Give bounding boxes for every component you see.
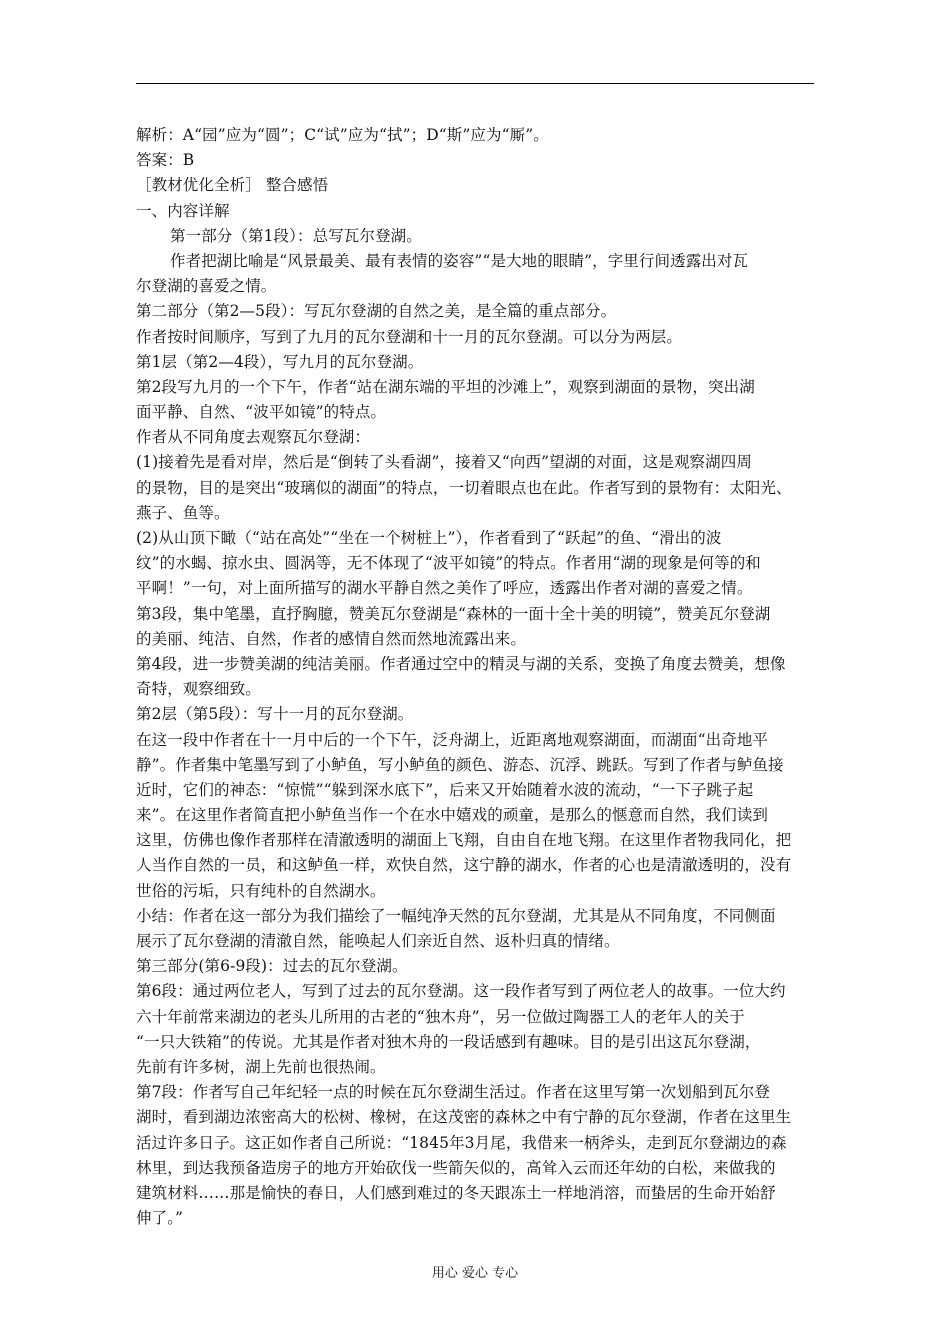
text-line: 湖时，看到湖边浓密高大的松树、橡树，在这茂密的森林之中有宁静的瓦尔登湖，作者在这里生 [136,1108,792,1127]
page-footer: 用心 爱心 专心 [431,1266,519,1281]
text-line: 第二部分（第2—5段）：写瓦尔登湖的自然之美，是全篇的重点部分。 [136,302,617,321]
answer-line: 答案：B [136,151,195,170]
text-line: 第一部分（第1段）：总写瓦尔登湖。 [170,226,422,245]
text-line: (1)接着先是看对岸，然后是“倒转了头看湖”，接着又“向西”望湖的对面，这是观察湖四周 [136,453,752,472]
text-line: 近时，它们的神态：“惊慌”“躲到深水底下”，后来又开始随着水波的流动，“一下子跳子起 [136,780,754,799]
text-line: 尔登湖的喜爱之情。 [136,277,277,296]
text-line: 燕子、鱼等。 [136,503,230,522]
text-line: 第7段：作者写自己年纪轻一点的时候在瓦尔登湖生活过。作者在这里写第一次划船到瓦尔登 [136,1083,770,1102]
subsection-heading: 一、内容详解 [136,201,230,220]
text-line: 第6段：通过两位老人，写到了过去的瓦尔登湖。这一段作者写到了两位老人的故事。一位大约 [136,982,786,1001]
text-line: 六十年前常来湖边的老头儿所用的古老的“独木舟”，另一位做过陶器工人的老年人的关于 [136,1007,745,1026]
document-body [136,123,816,1231]
text-line: 第2段写九月的一个下午，作者“站在湖东端的平坦的沙滩上”，观察到湖面的景物，突出湖 [136,377,755,396]
text-line: 的美丽、纯洁、自然，作者的感情自然而然地流露出来。 [136,629,527,648]
text-line: 纹”的水蝎、掠水虫、圆涡等，无不体现了“波平如镜”的特点。作者用“湖的现象是何等的和 [136,554,761,573]
header-rule [136,83,814,84]
text-line: 先前有许多树，湖上先前也很热闹。 [136,1057,386,1076]
text-line: 林里，到达我预备造房子的地方开始砍伐一些箭矢似的，高耸入云而还年幼的白松，来做我的 [136,1158,776,1177]
text-line: 奇特，观察细致。 [136,680,261,699]
text-line: “一只大铁箱”的传说。尤其是作者对独木舟的一段话感到有趣味。目的是引出这瓦尔登湖， [136,1032,761,1051]
text-line: 作者从不同角度去观察瓦尔登湖： [136,428,371,447]
text-line: 小结：作者在这一部分为我们描绘了一幅纯净天然的瓦尔登湖，尤其是从不同角度，不同侧面 [136,906,776,925]
text-line: (2)从山顶下瞰（“站在高处”“坐在一个树桩上”），作者看到了“跃起”的鱼、“滑出的波 [136,529,722,547]
text-line: 平啊！”一句，对上面所描写的湖水平静自然之美作了呼应，透露出作者对湖的喜爱之情。 [136,579,753,598]
text-line: 静”。作者集中笔墨写到了小鲈鱼，写小鲈鱼的颜色、游态、沉浮、跳跃。写到了作者与鲈鱼接 [136,755,784,774]
text-line: 这里，仿佛也像作者那样在清澈透明的湖面上飞翔，自由自在地飞翔。在这里作者物我同化，把 [136,831,792,850]
text-line: 面平静、自然、“波平如镜”的特点。 [136,403,387,422]
text-line: 展示了瓦尔登湖的清澈自然，能唤起人们亲近自然、返朴归真的情绪。 [136,932,620,950]
text-line: 人当作自然的一员，和这鲈鱼一样，欢快自然，这宁静的湖水，作者的心也是清澈透明的，没有 [136,856,792,875]
text-line: 的景物，目的是突出“玻璃似的湖面”的特点，一切着眼点也在此。作者写到的景物有：太阳光、 [136,478,792,497]
text-line: 作者把湖比喻是“风景最美、最有表情的姿容”“是大地的眼睛”，字里行间透露出对瓦 [170,251,749,270]
text-line: 第三部分(第6-9段)：过去的瓦尔登湖。 [136,957,408,976]
text-line: 建筑材料……那是愉快的春日，人们感到难过的冬天跟冻土一样地消溶，而蛰居的生命开始舒 [136,1183,776,1202]
section-heading: ［教材优化全析］ 整合感悟 [136,176,329,195]
text-line: 第4段，进一步赞美湖的纯洁美丽。作者通过空中的精灵与湖的关系，变换了角度去赞美，想像 [136,654,786,673]
text-line: 第3段，集中笔墨，直抒胸臆，赞美瓦尔登湖是“森林的一面十全十美的明镜”，赞美瓦尔登湖 [136,604,771,623]
text-line: 第1层（第2—4段），写九月的瓦尔登湖。 [136,352,424,371]
text-line: 在这一段中作者在十一月中后的一个下午，泛舟湖上，近距离地观察湖面，而湖面“出奇地平 [136,730,769,749]
analysis-line: 解析：A“园”应为“圆”；C“试”应为“拭”；D“斯”应为“厮”。 [136,126,549,144]
text-line: 第2层（第5段）：写十一月的瓦尔登湖。 [136,705,414,724]
text-line: 伸了。” [136,1209,184,1228]
text-line: 世俗的污垢，只有纯朴的自然湖水。 [136,881,386,900]
text-line: 来”。在这里作者简直把小鲈鱼当作一个在水中嬉戏的顽童，是那么的惬意而自然，我们读到 [136,806,769,825]
text-line: 作者按时间顺序，写到了九月的瓦尔登湖和十一月的瓦尔登湖。可以分为两层。 [136,327,683,346]
text-line: 活过许多日子。这正如作者自己所说：“1845年3月尾，我借来一柄斧头，走到瓦尔登湖边的森 [136,1133,787,1152]
